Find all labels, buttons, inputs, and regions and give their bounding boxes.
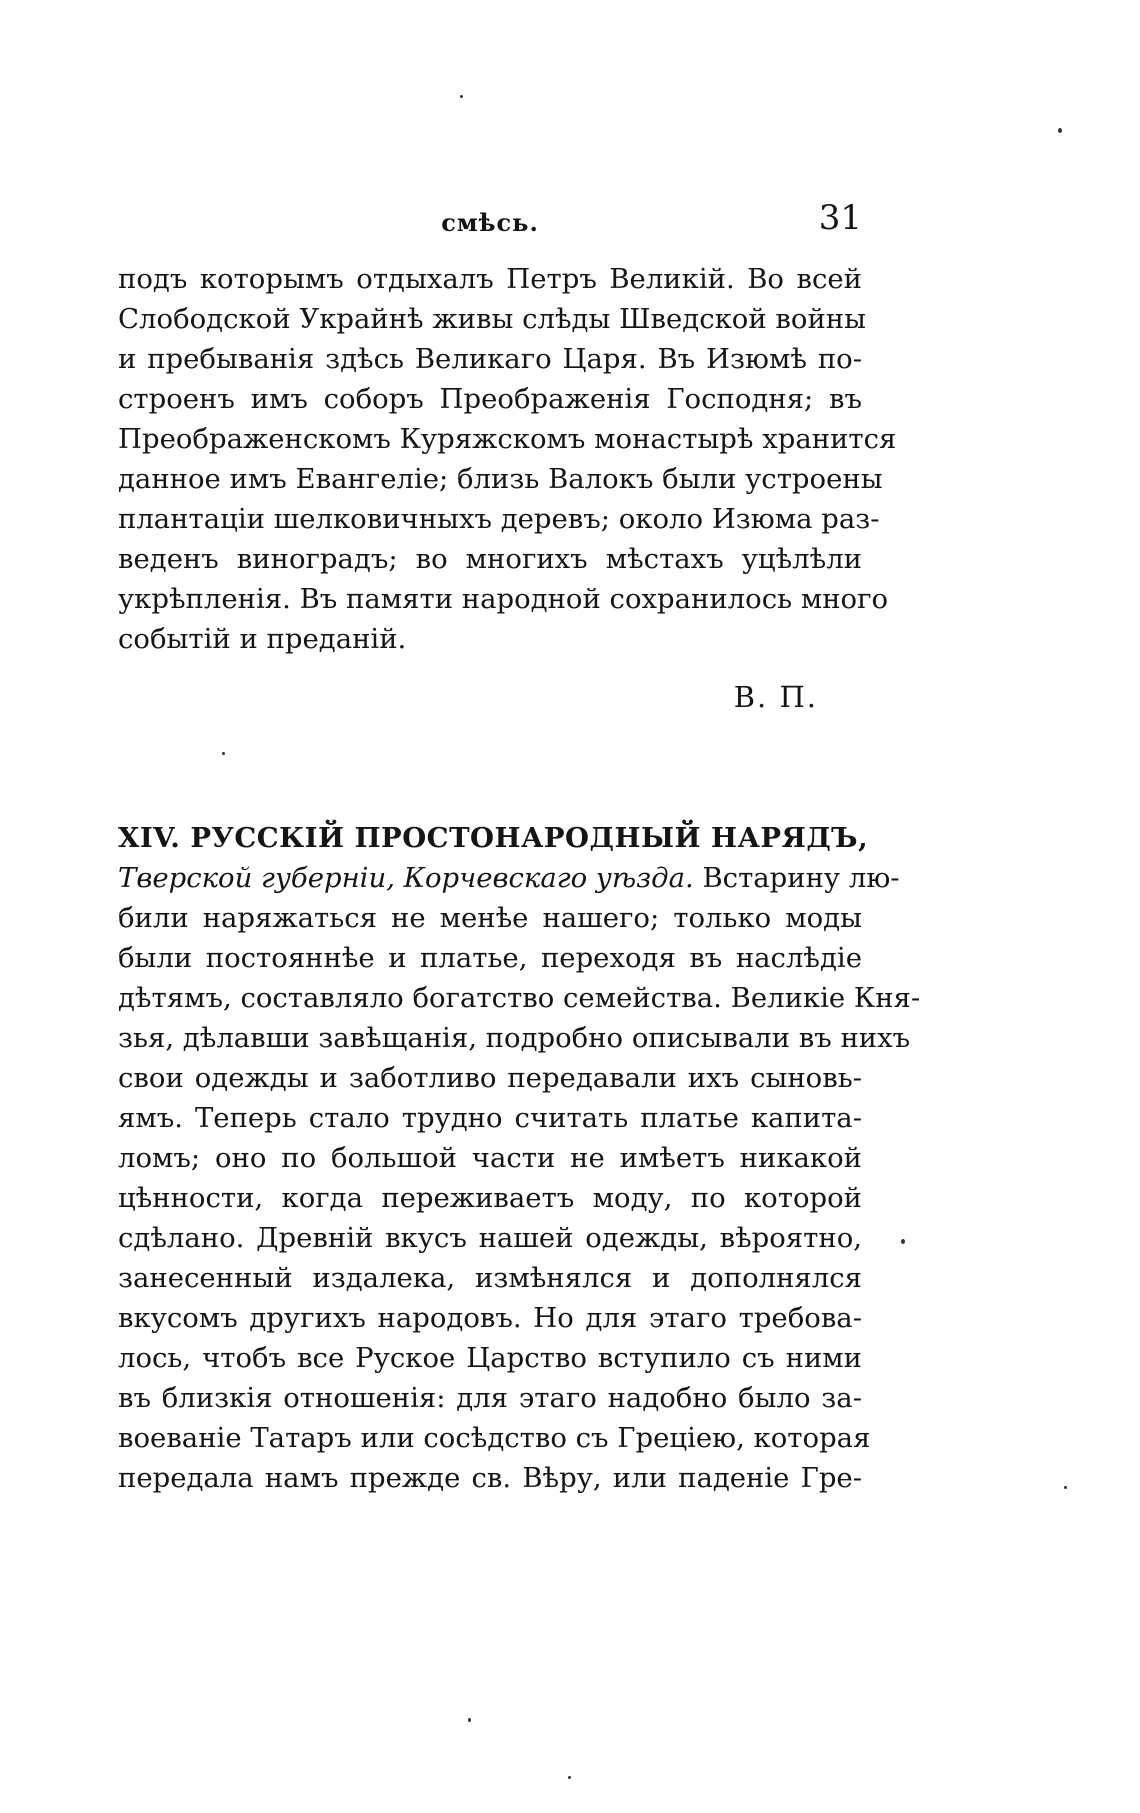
scan-speck bbox=[460, 95, 463, 98]
text-line: били наряжаться не менѣе нашего; только моды bbox=[118, 902, 862, 934]
text-line: событій и преданій. bbox=[118, 623, 407, 655]
text-line: занесенный издалека, измѣнялся и дополнялся bbox=[118, 1262, 862, 1294]
text-line: зья, дѣлавши завѣщанія, подробно описывали въ нихъ bbox=[118, 1022, 911, 1054]
text-line: ямъ. Теперь стало трудно считать платье капита- bbox=[118, 1102, 862, 1134]
running-title: смѣсь. bbox=[441, 208, 539, 237]
author-signature: В. П. bbox=[733, 680, 818, 714]
subtitle-italic: Тверской губерніи, Корчевскаго уѣзда. bbox=[118, 862, 694, 894]
text-line: подъ которымъ отдыхалъ Петръ Великій. Во всей bbox=[118, 263, 862, 295]
scan-speck bbox=[1058, 128, 1062, 133]
scan-speck bbox=[468, 1718, 471, 1722]
text-line: воеваніе Татаръ или сосѣдство съ Греціею, которая bbox=[118, 1422, 871, 1454]
scan-speck bbox=[1064, 1486, 1067, 1489]
section-xiv bbox=[118, 818, 921, 1498]
text-line: ломъ; оно по большой части не имѣетъ никакой bbox=[118, 1142, 862, 1174]
text-line: цѣнности, когда переживаетъ моду, по которой bbox=[118, 1182, 862, 1214]
subtitle-rest: Встарину лю- bbox=[702, 862, 900, 894]
text-line: свои одежды и заботливо передавали ихъ сыновь- bbox=[118, 1062, 862, 1094]
text-line: Преображенскомъ Куряжскомъ монастырѣ хранится bbox=[118, 423, 897, 455]
running-header bbox=[118, 198, 862, 248]
text-line: укрѣпленія. Въ памяти народной сохранилось много bbox=[118, 583, 889, 615]
continued-paragraph bbox=[118, 259, 897, 659]
section-title: XIV. РУССКІЙ ПРОСТОНАРОДНЫЙ НАРЯДЪ, bbox=[118, 822, 869, 854]
text-line: веденъ виноградъ; во многихъ мѣстахъ уцѣлѣли bbox=[118, 543, 862, 575]
scan-speck bbox=[568, 1776, 571, 1779]
section-subtitle-line bbox=[118, 858, 900, 898]
text-line: строенъ имъ соборъ Преображенія Господня; въ bbox=[118, 383, 862, 415]
text-line: вкусомъ другихъ народовъ. Но для этаго требова- bbox=[118, 1302, 862, 1334]
text-line: сдѣлано. Древній вкусъ нашей одежды, вѣроятно, bbox=[118, 1222, 862, 1254]
text-line: въ близкія отношенія: для этаго надобно было за- bbox=[118, 1382, 862, 1414]
scan-speck bbox=[222, 752, 225, 755]
text-line: Слободской Украйнѣ живы слѣды Шведской войны bbox=[118, 303, 866, 335]
scan-speck bbox=[901, 1239, 905, 1244]
text-line: передала намъ прежде св. Вѣру, или паденіе Гре- bbox=[118, 1462, 862, 1494]
text-line: плантаціи шелковичныхъ деревъ; около Изюма раз- bbox=[118, 503, 880, 535]
text-line: были постояннѣе и платье, переходя въ наслѣдіе bbox=[118, 942, 862, 974]
text-line: дѣтямъ, составляло богатство семейства. Великіе Кня- bbox=[118, 982, 921, 1014]
text-line: и пребыванія здѣсь Великаго Царя. Въ Изюмѣ по- bbox=[118, 343, 862, 375]
page-number: 31 bbox=[818, 198, 862, 238]
text-line: данное имъ Евангеліе; близь Валокъ были устроены bbox=[118, 463, 883, 495]
text-line: лось, чтобъ все Руское Царство вступило съ ними bbox=[118, 1342, 862, 1374]
